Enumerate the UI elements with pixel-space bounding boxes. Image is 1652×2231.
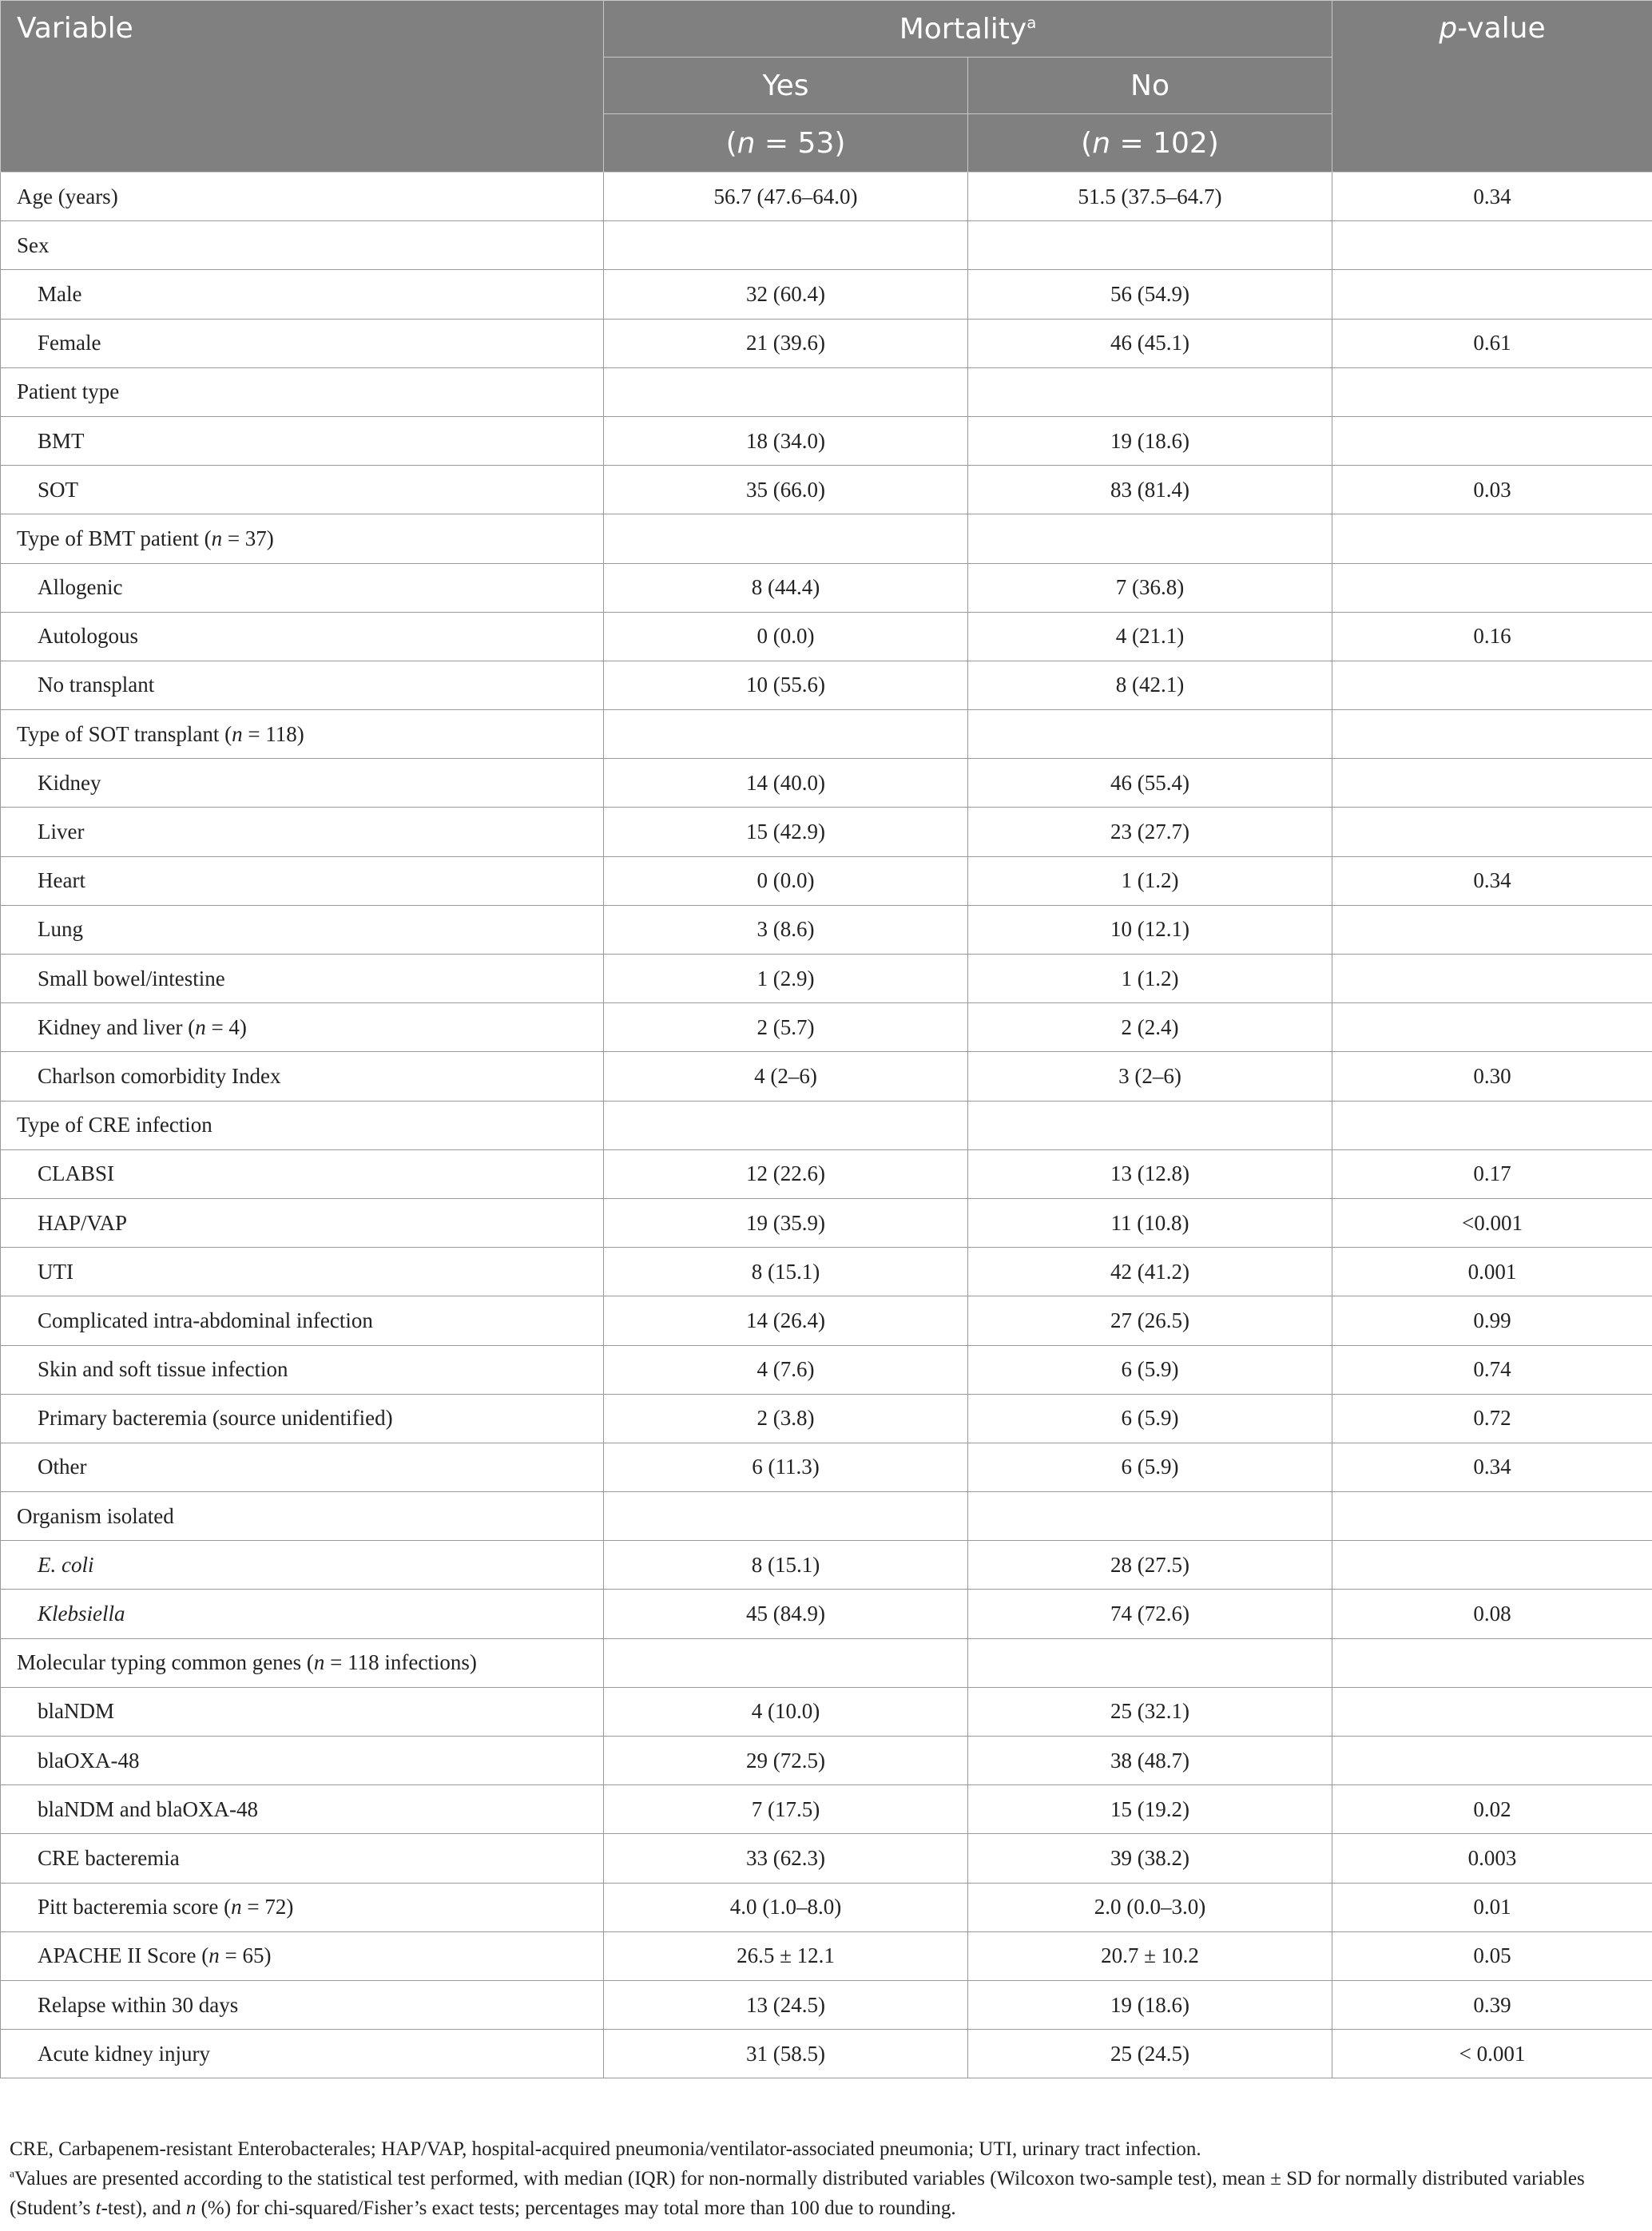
cell-yes: 31 (58.5) [604, 2030, 968, 2078]
row-label: APACHE II Score (n = 65) [1, 1931, 604, 1980]
cell-no [968, 1638, 1332, 1687]
table-row [1, 466, 1652, 514]
cell-pvalue: 0.34 [1332, 1443, 1652, 1491]
header-mortality: Mortality$^a$ [604, 1, 1332, 58]
row-label: Organism isolated [1, 1492, 604, 1541]
cell-pvalue [1332, 1492, 1652, 1541]
row-label: Lung [1, 905, 604, 954]
cell-yes: 15 (42.9) [604, 808, 968, 856]
cell-pvalue [1332, 710, 1652, 759]
table-row [1, 1149, 1652, 1198]
cell-yes: 13 (24.5) [604, 1980, 968, 2029]
cell-no [968, 1492, 1332, 1541]
table-row [1, 173, 1652, 221]
row-label: Molecular typing common genes (n = 118 infections) [1, 1638, 604, 1687]
cell-yes: 14 (40.0) [604, 759, 968, 808]
table-row [1, 319, 1652, 367]
cell-pvalue: 0.74 [1332, 1345, 1652, 1394]
row-label: HAP/VAP [1, 1198, 604, 1247]
row-label: Relapse within 30 days [1, 1980, 604, 2029]
cell-no: 42 (41.2) [968, 1248, 1332, 1296]
table-row [1, 808, 1652, 856]
table-row [1, 759, 1652, 808]
cell-pvalue [1332, 514, 1652, 563]
row-label: E. coli [1, 1541, 604, 1590]
table-row [1, 1394, 1652, 1443]
header-variable: Variable [1, 1, 604, 173]
cell-yes: 35 (66.0) [604, 466, 968, 514]
table-row [1, 416, 1652, 465]
footnote-abbreviations: CRE, Carbapenem-resistant Enterobacterales; HAP/VAP, hospital-acquired pneumonia/ventilator-associated pneumonia; UTI, urinary tract infection. [10, 2138, 1201, 2160]
cell-pvalue: 0.34 [1332, 856, 1652, 905]
cell-no: 3 (2–6) [968, 1052, 1332, 1101]
cell-no: 20.7 ± 10.2 [968, 1931, 1332, 1980]
cell-no: 1 (1.2) [968, 955, 1332, 1003]
table-row [1, 1883, 1652, 1931]
cell-pvalue: 0.03 [1332, 466, 1652, 514]
cell-no: 83 (81.4) [968, 466, 1332, 514]
row-label: Liver [1, 808, 604, 856]
cell-no [968, 221, 1332, 270]
row-label: CLABSI [1, 1149, 604, 1198]
cell-pvalue: 0.001 [1332, 1248, 1652, 1296]
cell-no: 11 (10.8) [968, 1198, 1332, 1247]
row-label: No transplant [1, 661, 604, 709]
cell-yes: 29 (72.5) [604, 1737, 968, 1785]
cell-pvalue [1332, 1737, 1652, 1785]
table-row [1, 661, 1652, 709]
cell-yes: 4 (10.0) [604, 1687, 968, 1736]
cell-no: 19 (18.6) [968, 1980, 1332, 2029]
row-label: Small bowel/intestine [1, 955, 604, 1003]
table-row [1, 1785, 1652, 1834]
table-row [1, 1980, 1652, 2029]
table-row [1, 270, 1652, 319]
cell-pvalue [1332, 416, 1652, 465]
cell-yes: 8 (44.4) [604, 563, 968, 612]
cell-yes: 19 (35.9) [604, 1198, 968, 1247]
cell-yes: 0 (0.0) [604, 856, 968, 905]
cell-yes: 2 (3.8) [604, 1394, 968, 1443]
table-row [1, 1296, 1652, 1345]
cell-no: 46 (45.1) [968, 319, 1332, 367]
cell-yes: 6 (11.3) [604, 1443, 968, 1491]
cell-yes: 10 (55.6) [604, 661, 968, 709]
header-yes-n: (n = 53) [604, 114, 968, 173]
cell-no: 1 (1.2) [968, 856, 1332, 905]
row-label: blaOXA-48 [1, 1737, 604, 1785]
cell-yes [604, 1638, 968, 1687]
cell-pvalue: 0.02 [1332, 1785, 1652, 1834]
cell-pvalue [1332, 808, 1652, 856]
cell-pvalue [1332, 563, 1652, 612]
header-pvalue: p-value [1332, 1, 1652, 173]
cell-no [968, 514, 1332, 563]
cell-pvalue [1332, 955, 1652, 1003]
header-no: No [968, 58, 1332, 114]
row-label: Kidney and liver (n = 4) [1, 1003, 604, 1052]
row-label: Acute kidney injury [1, 2030, 604, 2078]
cell-pvalue [1332, 759, 1652, 808]
cell-pvalue [1332, 1687, 1652, 1736]
table-row [1, 1003, 1652, 1052]
cell-pvalue: 0.34 [1332, 173, 1652, 221]
row-label: Type of CRE infection [1, 1101, 604, 1149]
cell-pvalue: 0.003 [1332, 1834, 1652, 1883]
table-row [1, 1198, 1652, 1247]
table-row [1, 1931, 1652, 1980]
row-label: Skin and soft tissue infection [1, 1345, 604, 1394]
table-row [1, 2030, 1652, 2078]
cell-yes: 56.7 (47.6–64.0) [604, 173, 968, 221]
cell-pvalue [1332, 661, 1652, 709]
cell-no: 6 (5.9) [968, 1394, 1332, 1443]
cell-no: 7 (36.8) [968, 563, 1332, 612]
cell-yes: 4.0 (1.0–8.0) [604, 1883, 968, 1931]
row-label: Complicated intra-abdominal infection [1, 1296, 604, 1345]
row-label: Age (years) [1, 173, 604, 221]
row-label: Klebsiella [1, 1590, 604, 1638]
cell-yes [604, 1101, 968, 1149]
row-label: Type of BMT patient (n = 37) [1, 514, 604, 563]
cell-no [968, 710, 1332, 759]
cell-pvalue: 0.08 [1332, 1590, 1652, 1638]
row-label: Sex [1, 221, 604, 270]
row-label: Allogenic [1, 563, 604, 612]
row-label: BMT [1, 416, 604, 465]
cell-yes: 33 (62.3) [604, 1834, 968, 1883]
cell-no: 10 (12.1) [968, 905, 1332, 954]
row-label: Other [1, 1443, 604, 1491]
table-row [1, 1345, 1652, 1394]
row-label: SOT [1, 466, 604, 514]
table-section-row [1, 514, 1652, 563]
cell-no: 38 (48.7) [968, 1737, 1332, 1785]
cell-pvalue: < 0.001 [1332, 2030, 1652, 2078]
cell-no: 28 (27.5) [968, 1541, 1332, 1590]
table-row [1, 1248, 1652, 1296]
cell-yes [604, 221, 968, 270]
table-row [1, 563, 1652, 612]
table-row [1, 1737, 1652, 1785]
table-row [1, 1834, 1652, 1883]
cell-no: 25 (24.5) [968, 2030, 1332, 2078]
cell-pvalue [1332, 905, 1652, 954]
cell-yes: 12 (22.6) [604, 1149, 968, 1198]
cell-yes: 45 (84.9) [604, 1590, 968, 1638]
table-footnotes [10, 2134, 1647, 2223]
cell-pvalue: 0.17 [1332, 1149, 1652, 1198]
row-label: Charlson comorbidity Index [1, 1052, 604, 1101]
table-row [1, 1052, 1652, 1101]
cell-no: 74 (72.6) [968, 1590, 1332, 1638]
row-label: blaNDM and blaOXA-48 [1, 1785, 604, 1834]
table-section-row [1, 1492, 1652, 1541]
cell-no: 13 (12.8) [968, 1149, 1332, 1198]
cell-pvalue [1332, 367, 1652, 416]
table-row [1, 612, 1652, 661]
header-yes: Yes [604, 58, 968, 114]
cell-pvalue: 0.30 [1332, 1052, 1652, 1101]
table-row [1, 1443, 1652, 1491]
cell-no: 51.5 (37.5–64.7) [968, 173, 1332, 221]
cell-no: 6 (5.9) [968, 1345, 1332, 1394]
cell-no: 8 (42.1) [968, 661, 1332, 709]
row-label: Autologous [1, 612, 604, 661]
cell-yes: 32 (60.4) [604, 270, 968, 319]
table-section-row [1, 1101, 1652, 1149]
table-body [1, 173, 1652, 2078]
cell-no: 27 (26.5) [968, 1296, 1332, 1345]
cell-yes: 1 (2.9) [604, 955, 968, 1003]
cell-no: 46 (55.4) [968, 759, 1332, 808]
cell-pvalue [1332, 1541, 1652, 1590]
row-label: blaNDM [1, 1687, 604, 1736]
cell-yes: 8 (15.1) [604, 1541, 968, 1590]
cell-pvalue: 0.99 [1332, 1296, 1652, 1345]
cell-pvalue: 0.72 [1332, 1394, 1652, 1443]
row-label: Pitt bacteremia score (n = 72) [1, 1883, 604, 1931]
cell-pvalue [1332, 1003, 1652, 1052]
table-header [1, 1, 1652, 173]
cell-yes: 4 (7.6) [604, 1345, 968, 1394]
cell-yes: 4 (2–6) [604, 1052, 968, 1101]
row-label: Patient type [1, 367, 604, 416]
cell-yes [604, 514, 968, 563]
row-label: UTI [1, 1248, 604, 1296]
table-row [1, 856, 1652, 905]
cell-pvalue: 0.01 [1332, 1883, 1652, 1931]
cell-pvalue [1332, 1101, 1652, 1149]
cell-no: 2 (2.4) [968, 1003, 1332, 1052]
cell-yes: 2 (5.7) [604, 1003, 968, 1052]
cell-no: 15 (19.2) [968, 1785, 1332, 1834]
cell-no: 56 (54.9) [968, 270, 1332, 319]
table-section-row [1, 367, 1652, 416]
cell-no: 39 (38.2) [968, 1834, 1332, 1883]
cell-no: 2.0 (0.0–3.0) [968, 1883, 1332, 1931]
cell-yes: 0 (0.0) [604, 612, 968, 661]
row-label: Kidney [1, 759, 604, 808]
cell-yes [604, 1492, 968, 1541]
footnote-a: $^a$Values are presented according to the statistical test performed, with median (IQR) for non-normally distributed variables (Wilcoxon two-sample test), mean ± SD for normally distributed variables (Student’s t-test), and n (%) for chi-squared/Fisher’s exact tests; percentages may total more than 100 due to rounding. [10, 2167, 1585, 2219]
cell-pvalue: 0.05 [1332, 1931, 1652, 1980]
row-label: CRE bacteremia [1, 1834, 604, 1883]
cell-no: 4 (21.1) [968, 612, 1332, 661]
cell-no: 6 (5.9) [968, 1443, 1332, 1491]
cell-pvalue [1332, 1638, 1652, 1687]
cell-yes [604, 710, 968, 759]
cell-pvalue: 0.39 [1332, 1980, 1652, 2029]
cell-no: 19 (18.6) [968, 416, 1332, 465]
table-row [1, 955, 1652, 1003]
table-row [1, 1541, 1652, 1590]
cell-pvalue: 0.61 [1332, 319, 1652, 367]
cell-yes: 14 (26.4) [604, 1296, 968, 1345]
cell-pvalue: <0.001 [1332, 1198, 1652, 1247]
cell-pvalue [1332, 221, 1652, 270]
cell-no: 25 (32.1) [968, 1687, 1332, 1736]
table-section-row [1, 710, 1652, 759]
header-no-n: (n = 102) [968, 114, 1332, 173]
cell-no [968, 1101, 1332, 1149]
cell-no: 23 (27.7) [968, 808, 1332, 856]
cell-yes [604, 367, 968, 416]
row-label: Primary bacteremia (source unidentified) [1, 1394, 604, 1443]
cell-yes: 26.5 ± 12.1 [604, 1931, 968, 1980]
cell-yes: 3 (8.6) [604, 905, 968, 954]
cell-yes: 21 (39.6) [604, 319, 968, 367]
cell-pvalue: 0.16 [1332, 612, 1652, 661]
row-label: Male [1, 270, 604, 319]
table-row [1, 905, 1652, 954]
row-label: Heart [1, 856, 604, 905]
cell-yes: 18 (34.0) [604, 416, 968, 465]
table-row [1, 1590, 1652, 1638]
row-label: Female [1, 319, 604, 367]
cell-yes: 7 (17.5) [604, 1785, 968, 1834]
table-row [1, 1687, 1652, 1736]
cell-no [968, 367, 1332, 416]
row-label: Type of SOT transplant (n = 118) [1, 710, 604, 759]
table-section-row [1, 221, 1652, 270]
table-section-row [1, 1638, 1652, 1687]
cell-pvalue [1332, 270, 1652, 319]
cell-yes: 8 (15.1) [604, 1248, 968, 1296]
